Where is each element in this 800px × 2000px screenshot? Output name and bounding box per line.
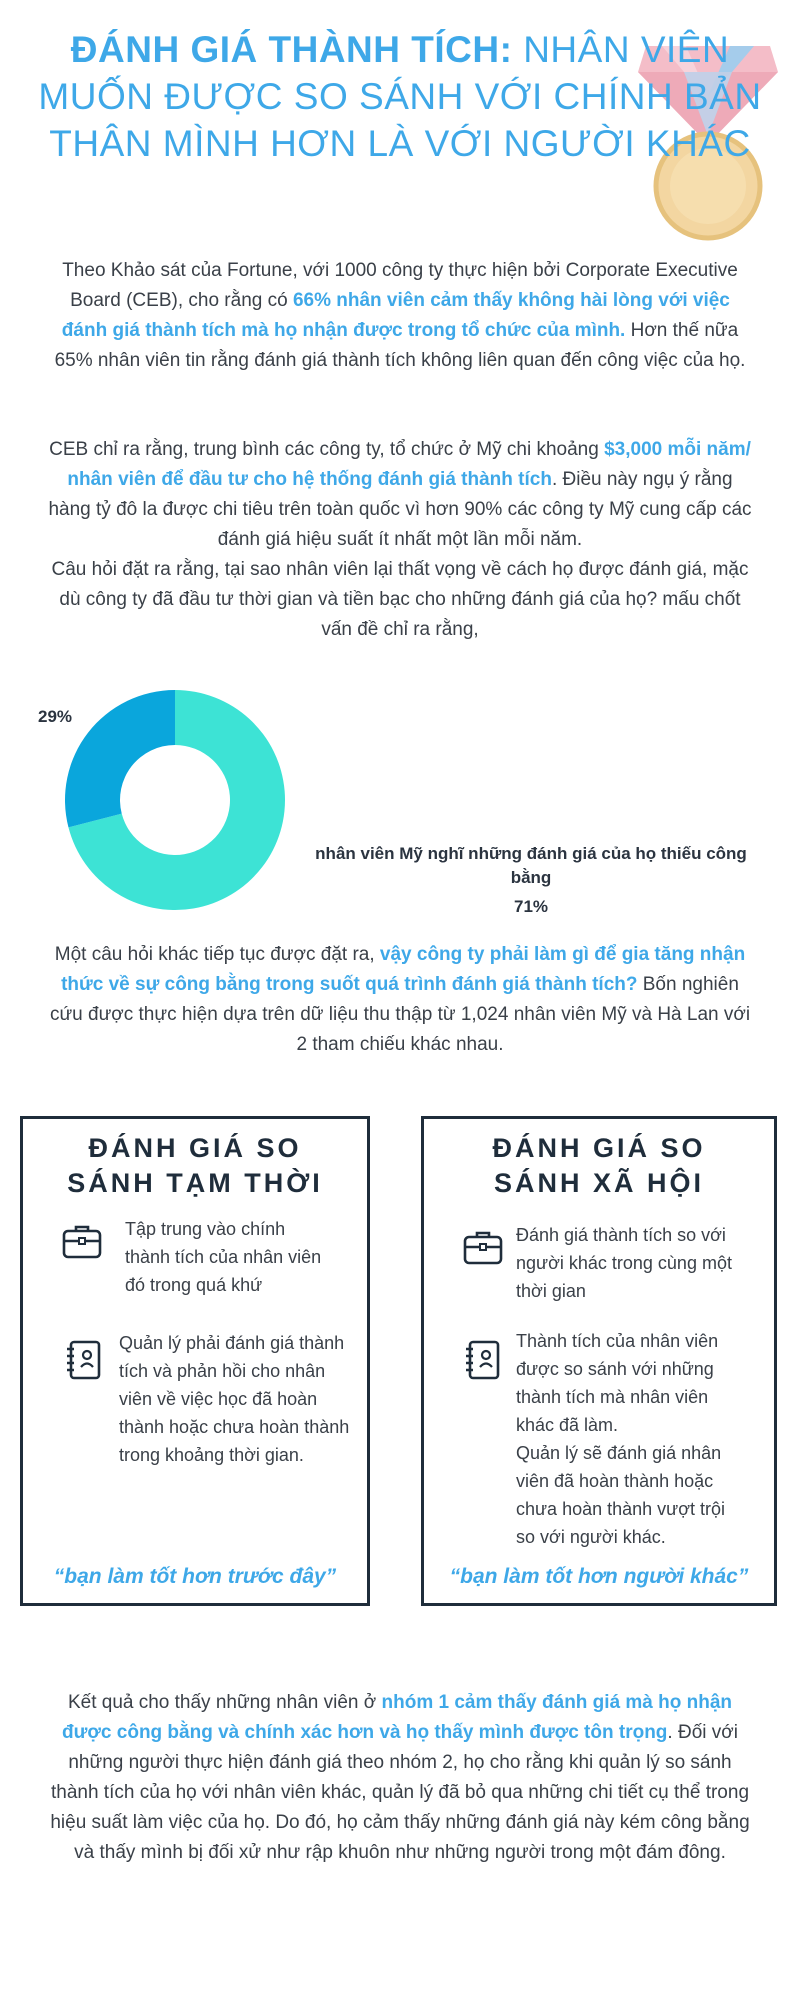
card-social-comparison	[421, 1116, 777, 1606]
card-item-text: Thành tích của nhân viên được so sánh với những thành tích mà nhân viên khác đã làm. Quản lý sẽ đánh giá nhân viên đã hoàn thành hoặc chưa hoàn thành vượt trội so với người khác.	[516, 1331, 726, 1547]
card-item-text: Tập trung vào chính thành tích của nhân viên đó trong quá khứ	[125, 1219, 322, 1295]
result-paragraph: Kết quả cho thấy những nhân viên ở nhóm 1 cảm thấy đánh giá mà họ nhận được công bằng và chính xác hơn và họ thấy mình được tôn trọng. Đối với những người thực hiện đánh giá theo nhóm 2, họ cho rằng khi quản lý so sánh thành tích của họ với nhân viên khác, quản lý đã bỏ qua những chi tiết cụ thể trong hiệu suất làm việc của họ. Do đó, họ cảm thấy những đánh giá này kém công bằng và thấy mình bị đối xử như rập khuôn như những người trong một đám đông.	[50, 1692, 750, 1863]
card-item-text: Quản lý phải đánh giá thành tích và phản hồi cho nhân viên về việc học đã hoàn thành hoặc chưa hoàn thành trong khoảng thời gian.	[119, 1333, 350, 1465]
card-title: ĐÁNH GIÁ SO SÁNH XÃ HỘI	[492, 1133, 706, 1198]
intro-paragraph-2: CEB chỉ ra rằng, trung bình các công ty, tổ chức ở Mỹ chi khoảng $3,000 mỗi năm/ nhân viên để đầu tư cho hệ thống đánh giá thành tích. Điều này ngụ ý rằng hàng tỷ đô la được chi tiêu trên toàn quốc vì hơn 90% các công ty Mỹ cung cấp các đánh giá hiệu suất ít nhất một lần mỗi năm. Câu hỏi đặt ra rằng, tại sao nhân viên lại thất vọng về cách họ được đánh giá, mặc dù công ty đã đầu tư thời gian và tiền bạc cho những đánh giá của họ? mấu chốt vấn đề chỉ ra rằng,	[48, 439, 752, 640]
briefcase-icon	[59, 1219, 105, 1265]
donut-chart	[60, 685, 290, 915]
slice-label-29: 29%	[38, 707, 73, 726]
card-item-text: Đánh giá thành tích so với người khác trong cùng một thời gian	[516, 1225, 732, 1301]
slice-label-71: 71%	[513, 897, 549, 916]
card-title: ĐÁNH GIÁ SO SÁNH TẠM THỜI	[67, 1133, 323, 1198]
card-quote: “bạn làm tốt hơn trước đây”	[53, 1565, 337, 1588]
briefcase-icon	[460, 1225, 506, 1271]
card-temporal-comparison	[20, 1116, 370, 1606]
card-quote: “bạn làm tốt hơn người khác”	[449, 1565, 749, 1588]
card-divider-tick	[774, 1187, 777, 1209]
page-title: ĐÁNH GIÁ THÀNH TÍCH: NHÂN VIÊN MUỐN ĐƯỢC SO SÁNH VỚI CHÍNH BẢN THÂN MÌNH HƠN LÀ VỚI NGƯỜI KHÁC	[38, 29, 762, 164]
intro-paragraph-1: Theo Khảo sát của Fortune, với 1000 công ty thực hiện bởi Corporate Executive Board (CEB), cho rằng có 66% nhân viên cảm thấy không hài lòng với việc đánh giá thành tích mà họ nhận được trong tổ chức của mình. Hơn thế nữa 65% nhân viên tin rằng đánh giá thành tích không liên quan đến công việc của họ.	[54, 260, 746, 371]
donut-slice-29	[65, 690, 175, 827]
question-paragraph: Một câu hỏi khác tiếp tục được đặt ra, vậy công ty phải làm gì để gia tăng nhận thức về sự công bằng trong suốt quá trình đánh giá thành tích? Bốn nghiên cứu được thực hiện dựa trên dữ liệu thu thập từ 1,024 nhân viên Mỹ và Hà Lan với 2 tham chiếu khác nhau.	[49, 944, 751, 1055]
chart-annotation: nhân viên Mỹ nghĩ những đánh giá của họ thiếu công bằng	[315, 844, 747, 887]
notebook-icon	[460, 1337, 506, 1383]
card-divider-tick	[367, 1187, 370, 1209]
notebook-icon	[61, 1337, 107, 1383]
